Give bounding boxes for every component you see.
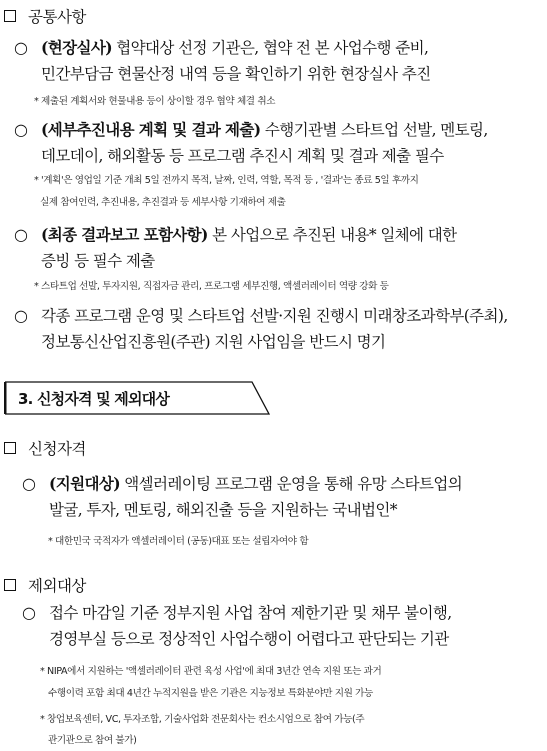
item-line: (최종 결과보고 포함사항) 본 사업으로 추진된 내용* 일체에 대한 <box>41 225 457 244</box>
note: * NIPA에서 지원하는 '액셀러레이터 관련 육성 사업'에 최대 3년간 연속 지원 또는 과거 <box>40 666 382 677</box>
item-line: 발굴, 투자, 멘토링, 해외진출 등을 지원하는 국내법인* <box>49 501 397 519</box>
item-line: 각종 프로그램 운영 및 스타트업 선발·지원 진행시 미래창조과학부(주최), <box>41 307 508 325</box>
note-continuation: 실제 참여인력, 추진내용, 추진결과 등 세부사항 기재하여 제출 <box>40 197 286 208</box>
note: * 제출된 계획서와 현물내용 등이 상이할 경우 협약 체결 취소 <box>34 96 276 107</box>
item-line: (현장실사) 협약대상 선정 기관은, 협약 전 본 사업수행 준비, <box>41 38 429 57</box>
circle-bullet-icon: ○ <box>14 38 28 57</box>
circle-bullet-icon: ○ <box>14 120 28 139</box>
note: * '계획'은 영업일 기준 개최 5일 전까지 목적, 날짜, 인력, 역할, 목적 등 , '결과'는 종료 5일 후까지 <box>34 175 419 186</box>
section-3-title: 3. 신청자격 및 제외대상 <box>18 390 170 408</box>
item-line: (지원대상) 액셀러레이팅 프로그램 운영을 통해 유망 스타트업의 <box>49 474 463 493</box>
checkbox-square-icon <box>4 10 16 22</box>
eligibility-heading <box>4 437 86 459</box>
checkbox-square-icon <box>4 579 16 591</box>
item-line: 증빙 등 필수 제출 <box>41 252 155 270</box>
item-line: 민간부담금 현물산정 내역 등을 확인하기 위한 현장실사 추진 <box>41 65 431 83</box>
circle-bullet-icon: ○ <box>22 474 36 493</box>
common-heading-label: 공통사항 <box>28 8 86 26</box>
exclusion-heading <box>4 574 86 596</box>
item-line: 데모데이, 해외활동 등 프로그램 추진시 계획 및 결과 제출 필수 <box>41 147 444 165</box>
common-heading <box>4 5 86 27</box>
circle-bullet-icon: ○ <box>14 306 28 325</box>
section-3-banner <box>4 381 270 415</box>
exclusion-heading-label: 제외대상 <box>28 577 86 595</box>
eligibility-heading-label: 신청자격 <box>28 440 86 458</box>
item-line: (세부추진내용 계획 및 결과 제출) 수행기관별 스타트업 선발, 멘토링, <box>41 120 488 139</box>
circle-bullet-icon: ○ <box>22 603 36 622</box>
item-line: 경영부실 등으로 정상적인 사업수행이 어렵다고 판단되는 기관 <box>49 630 449 648</box>
note: * 스타트업 선발, 투자지원, 직접자금 관리, 프로그램 세부진행, 액셀러레이터 역량 강화 등 <box>34 281 389 292</box>
note: * 대한민국 국적자가 액셀러레이터 (공동)대표 또는 설립자여야 함 <box>48 536 309 547</box>
note-continuation: 수행이력 포함 최대 4년간 누적지원을 받은 기관은 지능정보 특화분야만 지원 가능 <box>48 688 373 699</box>
checkbox-square-icon <box>4 442 16 454</box>
item-line: 정보통신산업진흥원(주관) 지원 사업임을 반드시 명기 <box>41 333 386 351</box>
note-continuation: 관기관으로 참여 불가) <box>48 735 137 746</box>
item-line: 접수 마감일 기준 정부지원 사업 참여 제한기관 및 채무 불이행, <box>49 604 452 622</box>
note: * 창업보육센터, VC, 투자조합, 기술사업화 전문회사는 컨소시엄으로 참여 가능(주 <box>40 714 365 725</box>
circle-bullet-icon: ○ <box>14 225 28 244</box>
